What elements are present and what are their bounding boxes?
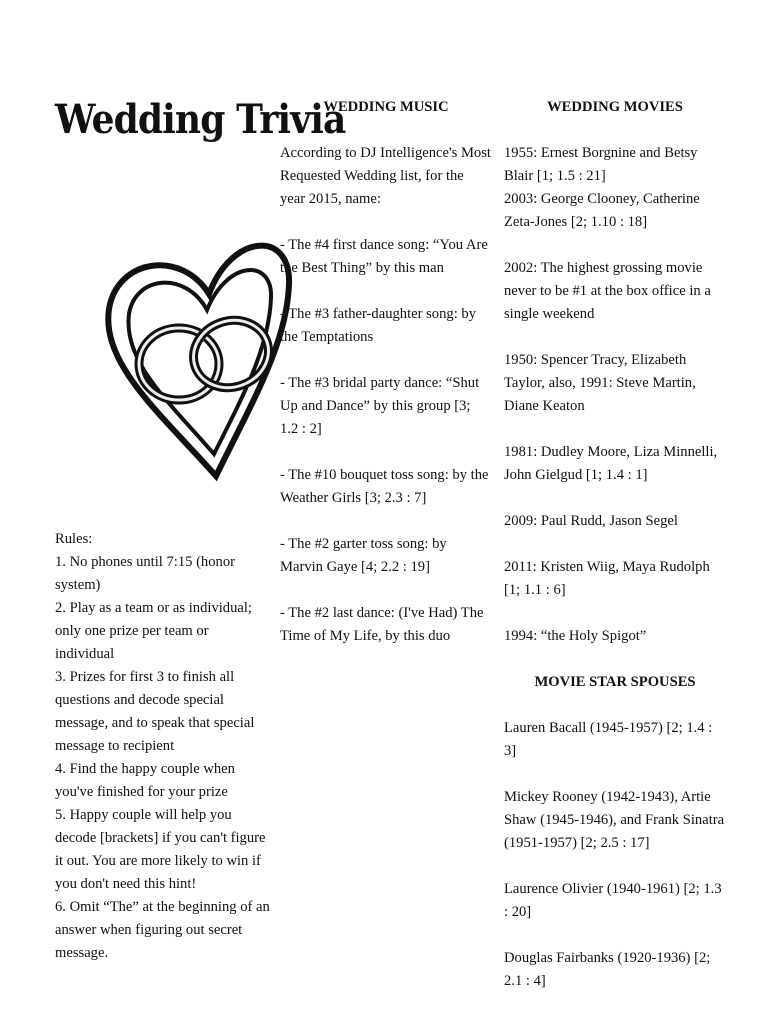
movie-question: 1994: “the Holy Spigot” — [504, 628, 647, 644]
music-question: - The #2 garter toss song: by Marvin Gaye [4; 2.2 : 19] — [280, 536, 447, 575]
rule-item: 5. Happy couple will help you decode [brackets] if you can't figure it out. You are more likely to win if you don't need this hint! — [55, 807, 266, 892]
movie-question: 2011: Kristen Wiig, Maya Rudolph [1; 1.1 : 6] — [504, 559, 710, 598]
rule-item: 4. Find the happy couple when you've finished for your prize — [55, 761, 235, 800]
music-heading: WEDDING MUSIC — [323, 99, 449, 115]
rules-heading: Rules: — [55, 531, 93, 547]
left-column — [55, 96, 346, 961]
spouse-question: Laurence Olivier (1940-1961) [2; 1.3 : 20] — [504, 881, 722, 920]
music-question: - The #4 first dance song: “You Are the Best Thing” by this man — [280, 237, 488, 276]
movies-heading: WEDDING MOVIES — [547, 99, 683, 115]
music-question: - The #3 bridal party dance: “Shut Up and Dance” by this group [3; 1.2 : 2] — [280, 375, 480, 437]
rule-item: 2. Play as a team or as individual; only one prize per team or individual — [55, 600, 252, 662]
rule-item: 3. Prizes for first 3 to finish all questions and decode special message, and to speak that special message to recipient — [55, 669, 255, 754]
music-column — [280, 96, 492, 671]
spouses-heading: MOVIE STAR SPOUSES — [534, 674, 696, 690]
heart-rings-icon — [91, 214, 306, 484]
movie-question: 1981: Dudley Moore, Liza Minnelli, John Gielgud [1; 1.4 : 1] — [504, 444, 718, 483]
spouse-question: Lauren Bacall (1945-1957) [2; 1.4 : 3] — [504, 720, 713, 759]
music-intro: According to DJ Intelligence's Most Requested Wedding list, for the year 2015, name: — [280, 145, 491, 207]
movie-question: 2002: The highest grossing movie never to be #1 at the box office in a single weekend — [504, 260, 711, 322]
music-question: - The #2 last dance: (I've Had) The Time of My Life, by this duo — [280, 605, 484, 644]
movie-question: 1955: Ernest Borgnine and Betsy Blair [1; 1.5 : 21] — [504, 145, 698, 184]
spouse-question: Mickey Rooney (1942-1943), Artie Shaw (1945-1946), and Frank Sinatra (1951-1957) [2; 2.5 : 17] — [504, 789, 725, 851]
movies-column — [504, 96, 726, 1016]
page-title: Wedding Trivia — [55, 96, 346, 143]
movie-question: 1950: Spencer Tracy, Elizabeth Taylor, also, 1991: Steve Martin, Diane Keaton — [504, 352, 696, 414]
music-question: - The #10 bouquet toss song: by the Weather Girls [3; 2.3 : 7] — [280, 467, 489, 506]
rule-item: 1. No phones until 7:15 (honor system) — [55, 554, 235, 593]
rules-section — [55, 528, 270, 965]
spouse-question: Douglas Fairbanks (1920-1936) [2; 2.1 : 4] — [504, 950, 711, 989]
music-question: - The #3 father-daughter song: by the Temptations — [280, 306, 476, 345]
movie-question: 2003: George Clooney, Catherine Zeta-Jones [2; 1.10 : 18] — [504, 191, 700, 230]
movie-question: 2009: Paul Rudd, Jason Segel — [504, 513, 678, 529]
rule-item: 6. Omit “The” at the beginning of an answer when figuring out secret message. — [55, 899, 270, 961]
